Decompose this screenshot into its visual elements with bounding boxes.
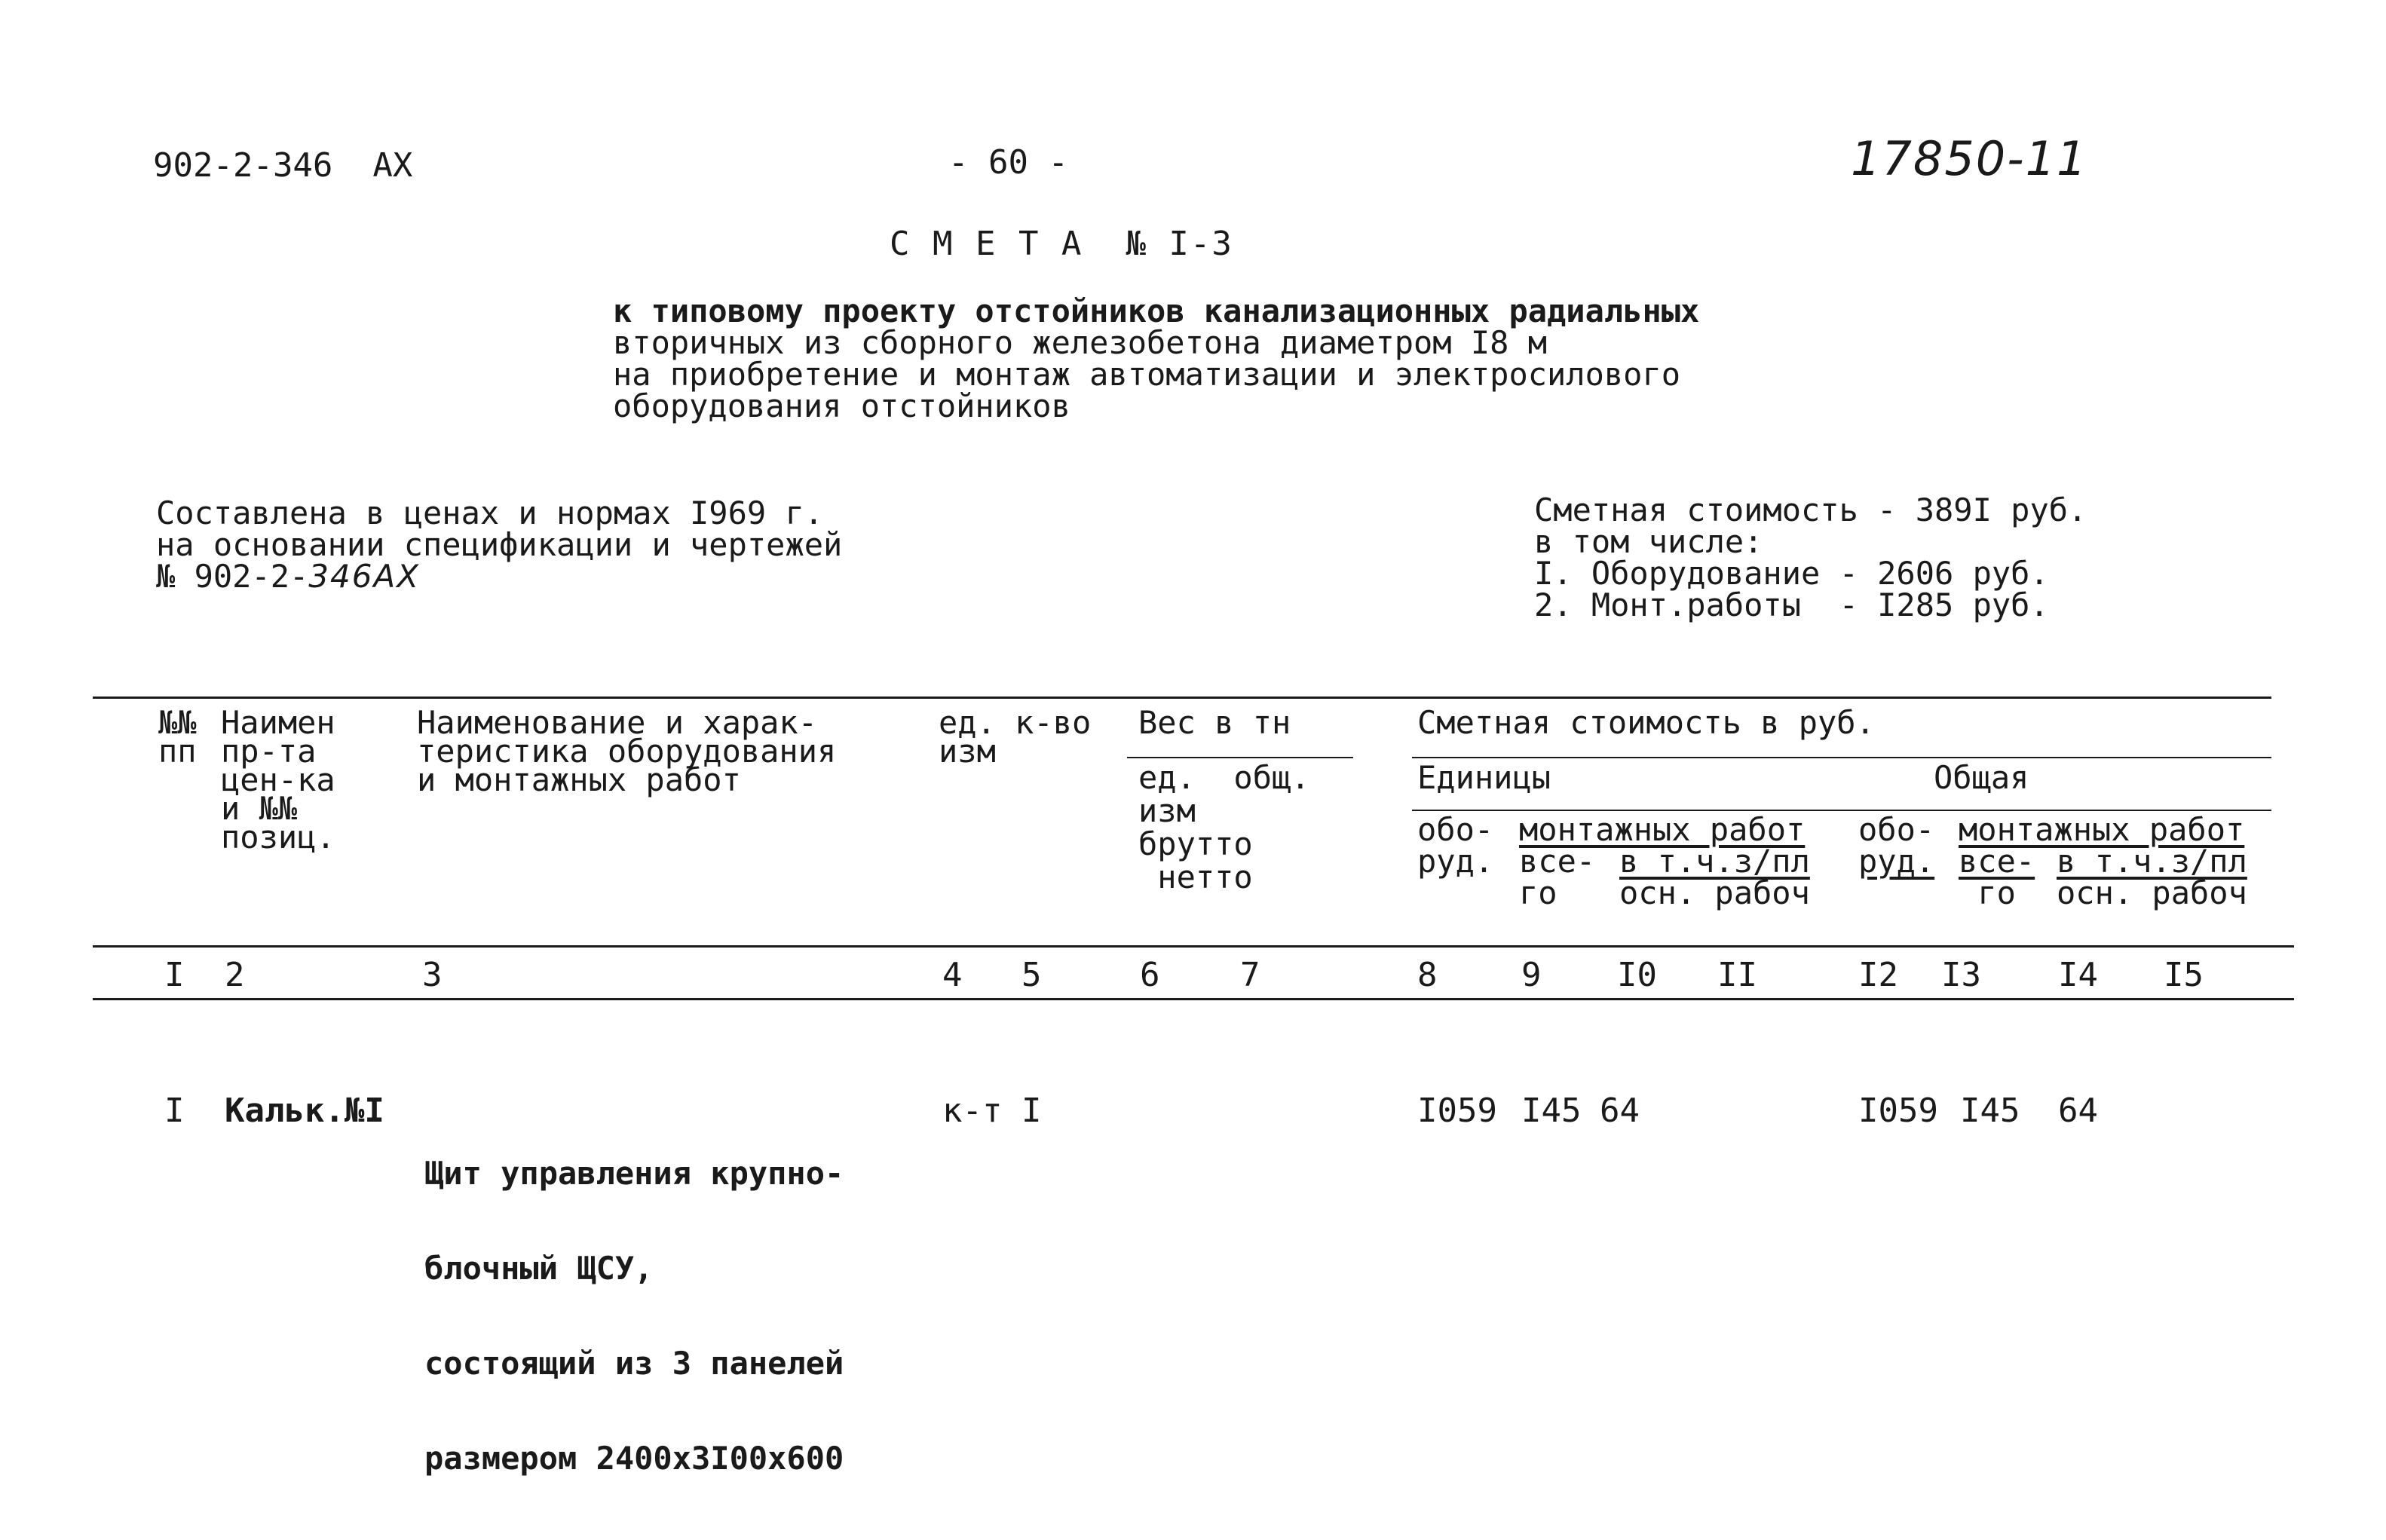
header-total-mont: монтажных работ	[1959, 811, 2245, 848]
header-text: и №№	[221, 790, 298, 827]
column-numbers-rule	[93, 998, 2294, 1000]
column-number: I3	[1941, 956, 1981, 994]
header-text: брутто	[1138, 825, 1253, 862]
header-price-code	[221, 704, 335, 856]
column-number: I4	[2058, 956, 2098, 994]
item-name-line: состоящий из 3 панелей	[424, 1345, 844, 1382]
header-text: все-	[1959, 843, 2035, 880]
header-item-name	[417, 704, 837, 798]
row-quantity: I	[1021, 1091, 1042, 1130]
page-number: - 60 -	[948, 143, 1068, 182]
column-number: 5	[1021, 956, 1042, 994]
basis-line: Составлена в ценах и нормах I969 г.	[156, 494, 824, 531]
header-weight-title: Вес в тн	[1138, 704, 1291, 741]
header-total-incl-wage: в т.ч.з/пл	[2057, 843, 2247, 880]
header-text: го	[1519, 874, 1557, 911]
header-weight-sub	[1138, 761, 1310, 894]
column-number: I2	[1858, 956, 1898, 994]
cost-title-rule	[1412, 757, 2271, 758]
handwritten-number: 17850-11	[1851, 131, 2088, 186]
weight-title-rule	[1127, 757, 1353, 758]
equipment-cost: I. Оборудование - 2606 руб.	[1534, 555, 2049, 592]
header-text: ед. общ.	[1138, 759, 1310, 796]
header-text: руд.	[1417, 843, 1494, 880]
column-number: 6	[1140, 956, 1160, 994]
item-name-line: блочный ЩСУ,	[424, 1250, 654, 1287]
header-text: и монтажных работ	[417, 761, 741, 798]
description-line: оборудования отстойников	[613, 387, 1070, 424]
header-unit-equipment	[1417, 811, 1494, 880]
column-number: 7	[1240, 956, 1260, 994]
basis-number-handwritten: 346АХ	[308, 558, 420, 595]
description-line: вторичных из сборного железобетона диаметром I8 м	[613, 324, 1548, 361]
column-number: I0	[1617, 956, 1657, 994]
header-text: цен-ка	[221, 761, 335, 798]
row-unit: к-т	[942, 1091, 1003, 1130]
header-unit-title: Единицы	[1417, 759, 1551, 796]
header-text: го	[1959, 874, 2016, 911]
header-cost-title: Сметная стоимость в руб.	[1417, 704, 1875, 741]
header-text: обо-	[1417, 811, 1494, 848]
header-text: позиц.	[221, 819, 335, 856]
description-line: на приобретение и монтаж автоматизации и электросилового	[613, 356, 1681, 393]
header-text: Наимен	[221, 704, 335, 741]
column-number: 9	[1521, 956, 1542, 994]
column-number: 4	[942, 956, 963, 994]
header-text: №№	[158, 704, 197, 741]
row-number: I	[164, 1091, 185, 1130]
works-cost: 2. Монт.работы - I285 руб.	[1534, 586, 2049, 623]
column-number: 3	[422, 956, 443, 994]
header-text: нетто	[1138, 859, 1253, 896]
column-number: I	[164, 956, 185, 994]
document-code: 902-2-346 АХ	[153, 146, 413, 185]
row-total-mont-total: I45	[1960, 1091, 2020, 1130]
header-unit-mont-total	[1519, 843, 1596, 911]
header-text: изм	[939, 733, 996, 770]
header-unit-incl-wage: в т.ч.з/пл	[1619, 843, 1810, 880]
basis-line: на основании спецификации и чертежей	[156, 526, 843, 563]
header-text: пр-та	[221, 733, 317, 770]
description-line: к типовому проекту отстойников канализационных радиальных	[613, 292, 1700, 329]
column-number: II	[1717, 956, 1757, 994]
column-number: I5	[2164, 956, 2204, 994]
header-unit-osn-rab: осн. рабоч	[1619, 874, 1810, 911]
basis-number-prefix: № 902-2-	[156, 558, 309, 595]
header-text: пп	[158, 733, 197, 770]
row-price-code: Кальк.№I	[225, 1091, 384, 1130]
row-unit-mont-total: I45	[1521, 1091, 1582, 1130]
header-total-equipment	[1858, 811, 1935, 880]
column-number: 8	[1417, 956, 1438, 994]
header-text: обо-	[1858, 811, 1935, 848]
header-text: все-	[1519, 843, 1596, 880]
header-text: ед. к-во	[939, 704, 1092, 741]
header-text: изм	[1138, 792, 1196, 829]
header-text: Наименование и харак-	[417, 704, 818, 741]
header-row-number	[158, 704, 197, 770]
row-total-mont-wage: 64	[2058, 1091, 2098, 1130]
column-number: 2	[225, 956, 245, 994]
header-total-osn-rab: осн. рабоч	[2057, 874, 2247, 911]
including-label: в том числе:	[1534, 523, 1763, 560]
header-unit-qty	[939, 704, 1092, 770]
row-total-equipment: I059	[1858, 1091, 1938, 1130]
estimate-title: С М Е Т А № I-3	[890, 225, 1233, 263]
item-name-line: Щит управления крупно-	[424, 1155, 844, 1192]
row-item-name	[424, 1095, 844, 1538]
header-total-mont-total	[1959, 843, 2035, 911]
header-total-title: Общая	[1934, 759, 2029, 796]
row-unit-equipment: I059	[1417, 1091, 1497, 1130]
table-top-rule	[93, 697, 2271, 699]
header-text: руд.	[1858, 843, 1935, 880]
header-unit-mont: монтажных работ	[1519, 811, 1806, 848]
header-text: теристика оборудования	[417, 733, 837, 770]
item-name-line: размером 2400х3I00х600	[424, 1440, 844, 1477]
header-bottom-rule	[93, 945, 2294, 948]
basis-line	[156, 558, 420, 595]
row-unit-mont-wage: 64	[1600, 1091, 1640, 1130]
total-cost: Сметная стоимость - 389I руб.	[1534, 491, 2087, 528]
